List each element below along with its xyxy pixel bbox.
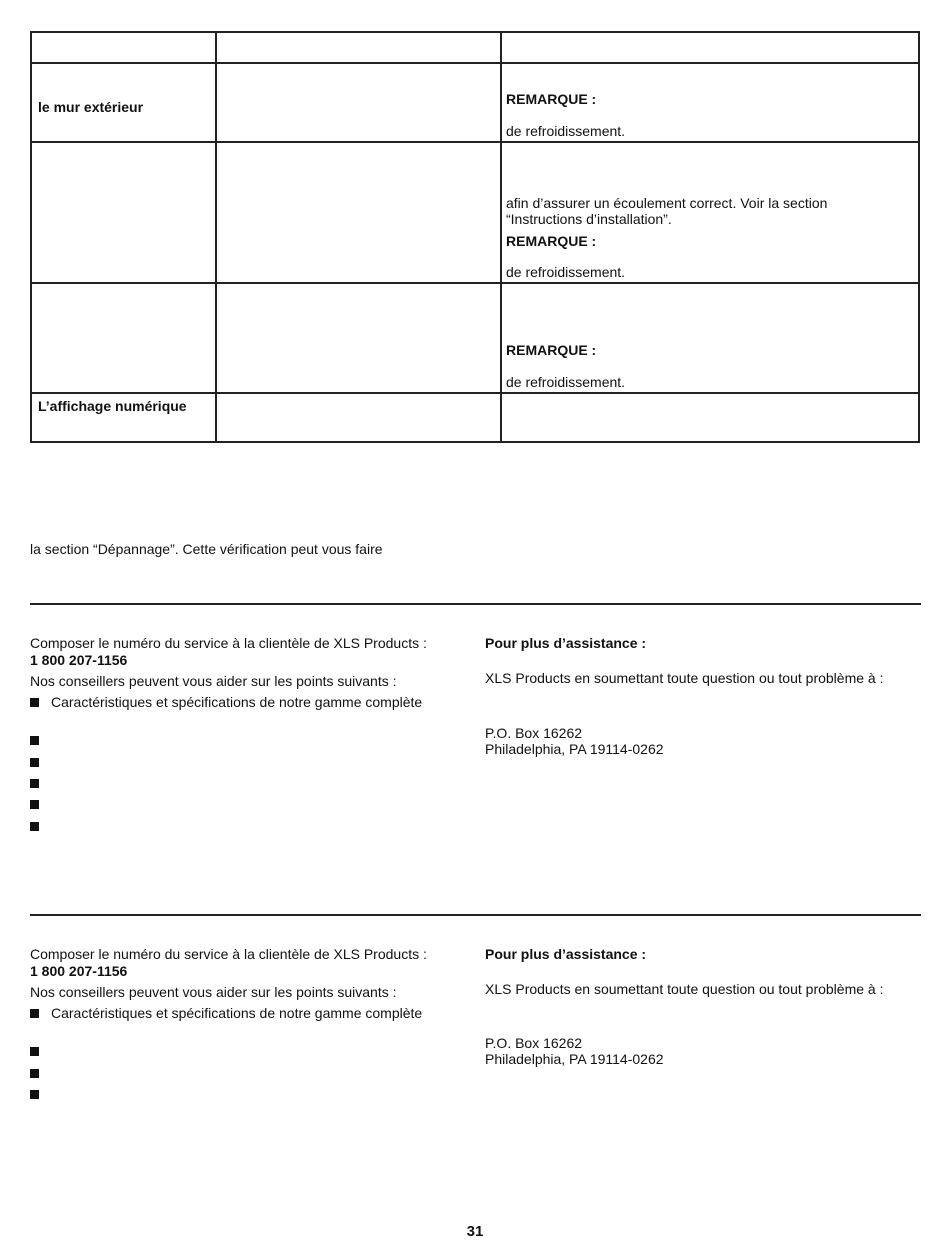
row2-note-tail: de refroidissement. (506, 264, 626, 280)
s2-left-line2: Nos conseillers peuvent vous aider sur les points suivants : (30, 984, 397, 1000)
s2-phone-number: 1 800 207-1156 (30, 963, 128, 979)
s1-left-line1: Composer le numéro du service à la clientèle de XLS Products : (30, 635, 427, 651)
bullet-square-icon (30, 779, 39, 788)
row1-problem: le mur extérieur (38, 99, 144, 115)
intro-text: la section “Dépannage”. Cette vérification peut vous faire (30, 541, 383, 557)
row2-note-label: REMARQUE : (506, 233, 597, 249)
table-row-divider (32, 392, 918, 394)
bullet-square-icon (30, 1090, 39, 1099)
s1-left-line2: Nos conseillers peuvent vous aider sur les points suivants : (30, 673, 397, 689)
s2-right-heading: Pour plus d’assistance : (485, 946, 647, 962)
s1-address-line1: P.O. Box 16262 (485, 725, 583, 741)
row2-text-line1: afin d’assurer un écoulement correct. Voir la section (506, 195, 828, 211)
s2-left-line1: Composer le numéro du service à la clientèle de XLS Products : (30, 946, 427, 962)
s1-right-heading: Pour plus d’assistance : (485, 635, 647, 651)
section-divider (30, 914, 921, 916)
bullet-square-icon (30, 1009, 39, 1018)
table-column-divider (215, 33, 217, 441)
s1-right-line1: XLS Products en soumettant toute question ou tout problème à : (485, 670, 884, 686)
row1-note-label: REMARQUE : (506, 91, 597, 107)
bullet-square-icon (30, 698, 39, 707)
table-row-divider (32, 282, 918, 284)
bullet-square-icon (30, 1069, 39, 1078)
row3-note-tail: de refroidissement. (506, 374, 626, 390)
s1-bullet1-text: Caractéristiques et spécifications de notre gamme complète (51, 694, 423, 710)
s2-address-line1: P.O. Box 16262 (485, 1035, 583, 1051)
table-header-divider (32, 62, 918, 64)
bullet-square-icon (30, 800, 39, 809)
row1-note-tail: de refroidissement. (506, 123, 626, 139)
bullet-square-icon (30, 1047, 39, 1056)
s2-bullet1-text: Caractéristiques et spécifications de notre gamme complète (51, 1005, 423, 1021)
bullet-square-icon (30, 758, 39, 767)
s2-right-line1: XLS Products en soumettant toute question ou tout problème à : (485, 981, 884, 997)
section-divider (30, 603, 921, 605)
row4-problem: L’affichage numérique (38, 398, 187, 414)
table-column-divider (500, 33, 502, 441)
bullet-square-icon (30, 736, 39, 745)
page-number: 31 (466, 1223, 484, 1240)
row3-note-label: REMARQUE : (506, 342, 597, 358)
bullet-square-icon (30, 822, 39, 831)
s1-phone-number: 1 800 207-1156 (30, 652, 128, 668)
s1-address-line2: Philadelphia, PA 19114-0262 (485, 741, 664, 757)
s2-address-line2: Philadelphia, PA 19114-0262 (485, 1051, 664, 1067)
table-row-divider (32, 141, 918, 143)
row2-text-line2: “Instructions d’installation”. (506, 211, 672, 227)
troubleshooting-table (30, 31, 920, 443)
